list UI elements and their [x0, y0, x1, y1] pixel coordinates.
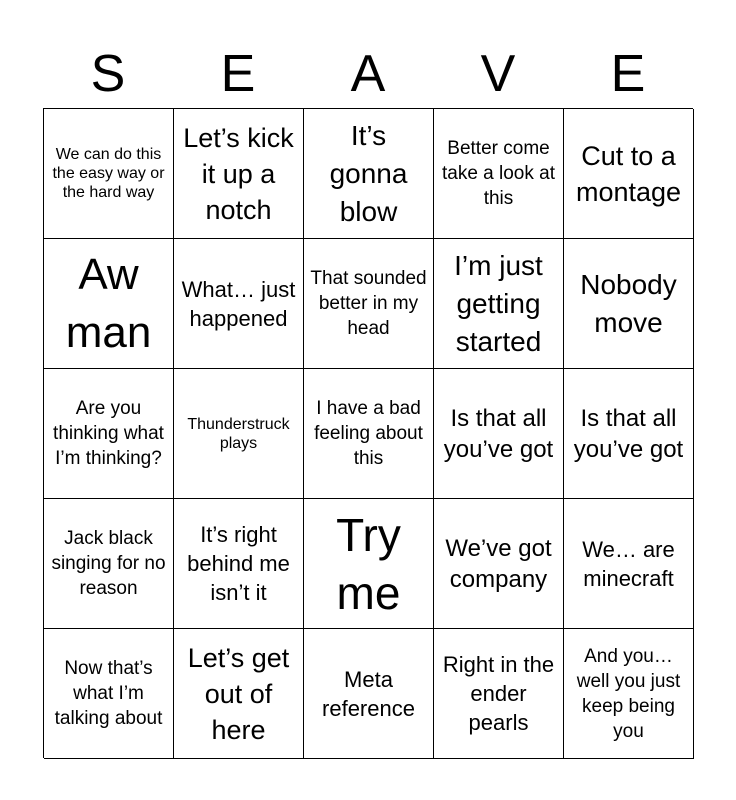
cell-text: Nobody move — [580, 268, 677, 338]
cell-text: Is that all you’ve got — [573, 404, 684, 463]
bingo-cell-r4c5[interactable] — [564, 499, 694, 629]
bingo-cell-r1c2[interactable] — [174, 109, 304, 239]
cell-text: Now that’s what I’m talking about — [54, 658, 163, 729]
bingo-cell-r2c5[interactable] — [564, 239, 694, 369]
bingo-cell-r5c4[interactable] — [434, 629, 564, 759]
cell-text: Right in the ender pearls — [442, 652, 555, 735]
cell-text: We can do this the easy way or the hard way — [52, 146, 165, 201]
bingo-cell-r3c2[interactable] — [174, 369, 304, 499]
cell-text: Let’s get out of here — [187, 642, 290, 745]
header-letter-1: S — [90, 45, 126, 103]
cell-text: I have a bad feeling about this — [314, 398, 423, 469]
cell-text: It’s gonna blow — [329, 119, 408, 227]
cell-text: That sounded better in my head — [310, 268, 427, 339]
bingo-cell-r5c2[interactable] — [174, 629, 304, 759]
bingo-board — [43, 108, 693, 758]
bingo-cell-r4c3[interactable] — [304, 499, 434, 629]
bingo-cell-r3c1[interactable] — [44, 369, 174, 499]
bingo-cell-r5c1[interactable] — [44, 629, 174, 759]
header-letter-4: V — [480, 45, 516, 103]
bingo-cell-r5c3[interactable] — [304, 629, 434, 759]
cell-text: Jack black singing for no reason — [51, 528, 166, 599]
bingo-cell-r4c4[interactable] — [434, 499, 564, 629]
bingo-cell-r1c3[interactable] — [304, 109, 434, 239]
bingo-cell-r2c3[interactable] — [304, 239, 434, 369]
cell-text: Try me — [336, 508, 401, 619]
cell-text: It’s right behind me isn’t it — [187, 522, 290, 605]
cell-text: What… just happened — [181, 276, 296, 331]
bingo-cell-r1c4[interactable] — [434, 109, 564, 239]
header-letter-5: E — [610, 45, 646, 103]
bingo-cell-r4c1[interactable] — [44, 499, 174, 629]
bingo-cell-r3c5[interactable] — [564, 369, 694, 499]
cell-text: Let’s kick it up a notch — [183, 122, 294, 225]
header-letter-3: A — [350, 45, 386, 103]
bingo-cell-r1c5[interactable] — [564, 109, 694, 239]
bingo-cell-r2c2[interactable] — [174, 239, 304, 369]
cell-text: I’m just getting started — [454, 249, 543, 357]
cell-text: We… are minecraft — [582, 536, 675, 591]
cell-text: Aw man — [65, 249, 152, 357]
cell-text: Meta reference — [322, 666, 415, 721]
bingo-cell-r4c2[interactable] — [174, 499, 304, 629]
cell-text: We’ve got company — [445, 534, 552, 593]
cell-text: Cut to a montage — [575, 140, 682, 207]
cell-text: Are you thinking what I’m thinking? — [53, 398, 164, 469]
bingo-cell-r3c4[interactable] — [434, 369, 564, 499]
bingo-cell-r1c1[interactable] — [44, 109, 174, 239]
header-letter-2: E — [220, 45, 256, 103]
bingo-cell-r3c3[interactable] — [304, 369, 434, 499]
bingo-header — [43, 40, 693, 108]
bingo-cell-r2c1[interactable] — [44, 239, 174, 369]
cell-text: Thunderstruck plays — [187, 415, 290, 452]
cell-text: And you… well you just keep being you — [576, 645, 681, 742]
cell-text: Is that all you’ve got — [443, 404, 554, 463]
bingo-cell-r2c4[interactable] — [434, 239, 564, 369]
bingo-cell-r5c5[interactable] — [564, 629, 694, 759]
cell-text: Better come take a look at this — [441, 138, 556, 209]
